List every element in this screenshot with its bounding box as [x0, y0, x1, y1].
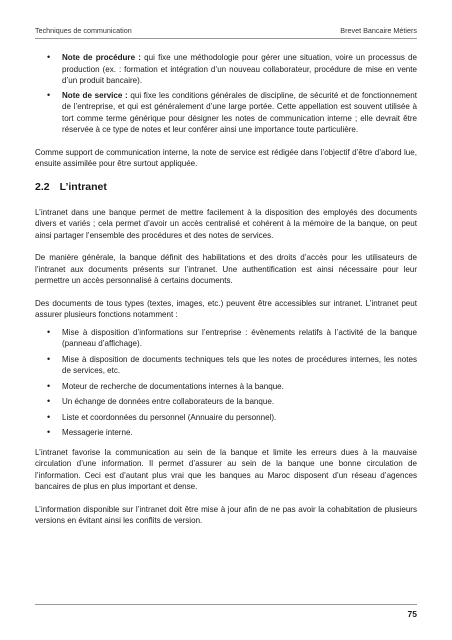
- paragraph: L’intranet favorise la communication au sein de la banque et limite les erreurs dues à la mauvaise circulation d’une information. Il permet d’assurer au sein de la banque une bonne circulation de l’information. Ceci est d’autant plus vrai que les banques au Maroc disposent d’un réseau d’agences bancaires de plus en plus important et dense.: [35, 447, 417, 491]
- list-item: [35, 381, 417, 393]
- bullet-icon: •: [47, 396, 51, 406]
- list-item-text: Mise à disposition d’informations sur l’entreprise : évènements relatifs à l’activité de la banque (panneau d’affichage).: [62, 327, 417, 348]
- header-document-title: Techniques de communication: [35, 26, 132, 35]
- header-course-title: Brevet Bancaire Métiers: [340, 26, 417, 35]
- intranet-functions-list: [35, 327, 417, 439]
- list-item-text: qui fixe une méthodologie pour gérer une situation, voire un processus de production (ex. : formation et intégration d’un nouveau collaborateur, procédure de mise en vente d’un produit bancaire).: [62, 53, 417, 85]
- paragraph: L’intranet dans une banque permet de mettre facilement à la disposition des employés des documents divers et variés ; cela permet d’avoir un accès centralisé et cohérent à la mémoire de la banque, on peut ainsi partager l’ensemble des procédures et des notes de services.: [35, 207, 417, 240]
- list-item: [35, 354, 417, 377]
- list-item-text: Mise à disposition de documents techniques tels que les notes de procédures internes, les notes de services, etc.: [62, 354, 417, 375]
- bullet-icon: •: [47, 326, 51, 337]
- note-types-list: [35, 52, 417, 136]
- paragraph: L’information disponible sur l’intranet doit être mise à jour afin de ne pas avoir la cohabitation de plusieurs versions en évitant ainsi les conflits de version.: [35, 504, 417, 525]
- bullet-icon: •: [47, 52, 51, 62]
- list-item: [35, 396, 417, 408]
- paragraph: Comme support de communication interne, la note de service est rédigée dans l’objectif d’être d’abord lue, ensuite assimilée pour être surtout appliquée.: [35, 147, 417, 168]
- bullet-icon: •: [47, 353, 51, 364]
- list-item-text: Messagerie interne.: [62, 428, 133, 437]
- list-item-text: Moteur de recherche de documentations internes à la banque.: [62, 381, 284, 391]
- bullet-icon: •: [47, 411, 51, 422]
- list-item: [35, 327, 417, 350]
- bullet-icon: •: [47, 89, 51, 100]
- list-item-text: Un échange de données entre collaborateurs de la banque.: [62, 397, 275, 406]
- page-number: 75: [407, 609, 417, 619]
- list-item: [35, 52, 417, 87]
- page-footer: [35, 604, 417, 619]
- list-item-text: qui fixe les conditions générales de discipline, de sécurité et de fonctionnement de l’entreprise, et qui est généralement d’une large portée. Cette appellation est souvent utilisée à tort comme terme générique pour désigner les notes de communication interne ; elle devrait être réservée à ce type de notes et leur conférer ainsi une importance toute particulière.: [62, 90, 417, 134]
- section-heading: [35, 181, 417, 194]
- list-item-term: Note de procédure :: [62, 53, 141, 62]
- paragraph: De manière générale, la banque définit des habilitations et des droits d’accès pour les utilisateurs de l’intranet aux documents présents sur l’intranet. Une authentification est ainsi nécessaire pour leur permettre un accès personnalisé à certains documents.: [35, 253, 417, 285]
- list-item: [35, 427, 417, 439]
- list-item-term: Note de service :: [62, 90, 128, 100]
- page-header: [35, 24, 417, 39]
- paragraph: Des documents de tous types (textes, images, etc.) peuvent être accessibles sur intranet. L’intranet peut assurer plusieurs fonctions notamment :: [35, 298, 417, 319]
- list-item: [35, 412, 417, 424]
- list-item: [35, 90, 417, 136]
- section-number: 2.2: [35, 180, 50, 193]
- section-title: L’intranet: [59, 180, 107, 193]
- bullet-icon: •: [47, 380, 51, 391]
- page-content: [35, 52, 417, 538]
- bullet-icon: •: [47, 427, 51, 437]
- list-item-text: Liste et coordonnées du personnel (Annuaire du personnel).: [62, 412, 277, 422]
